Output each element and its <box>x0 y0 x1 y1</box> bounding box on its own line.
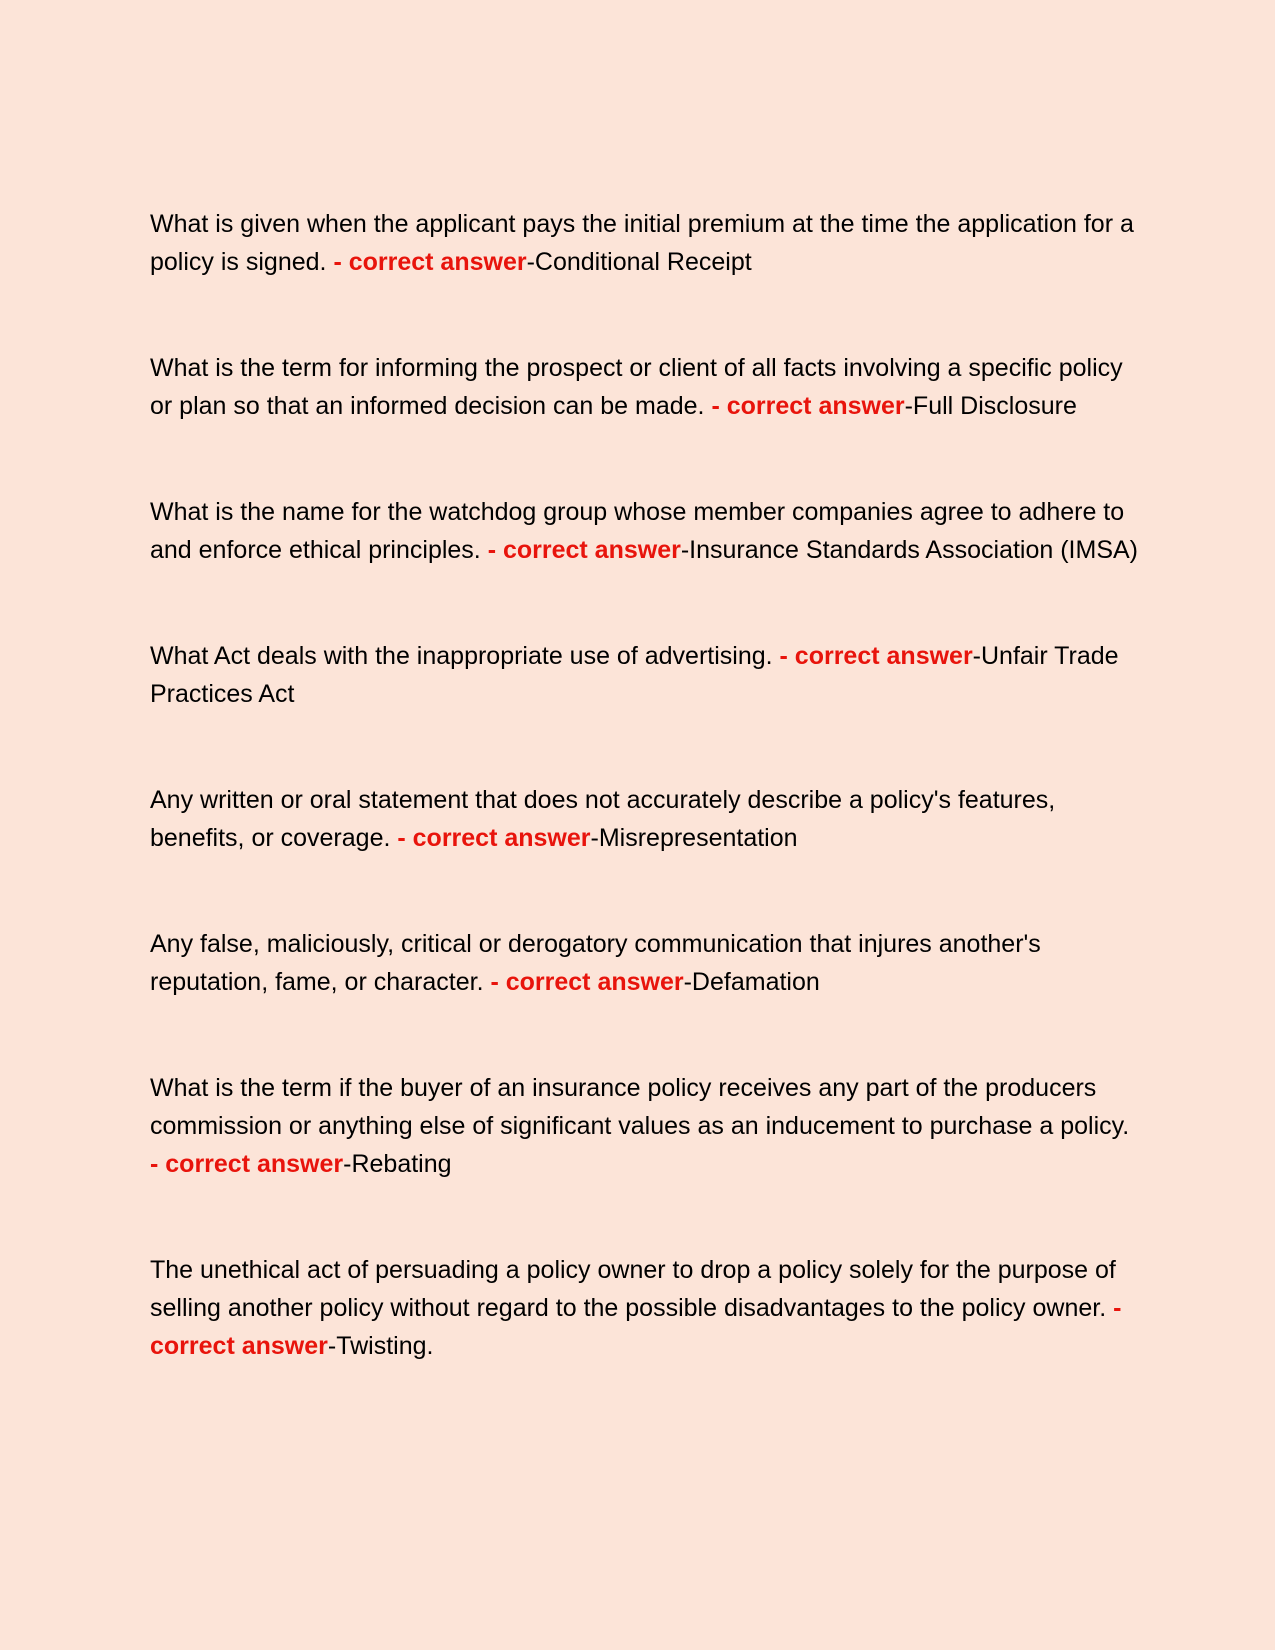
qa-item-5 <box>150 781 1140 857</box>
question-text: The unethical act of persuading a policy owner to drop a policy solely for the purpose of selling another policy without regard to the possible disadvantages to the policy owner. <box>150 1256 1116 1322</box>
document-page <box>150 205 1140 1433</box>
qa-item-8 <box>150 1251 1140 1365</box>
answer-text: -Full Disclosure <box>904 392 1077 420</box>
answer-text: -Twisting. <box>327 1332 434 1360</box>
qa-item-1 <box>150 205 1140 281</box>
answer-text: -Conditional Receipt <box>526 248 752 276</box>
qa-item-4 <box>150 637 1140 713</box>
question-text: Any false, maliciously, critical or derogatory communication that injures another's reputation, fame, or character. <box>150 930 1041 996</box>
answer-text: -Rebating <box>343 1150 452 1178</box>
correct-answer-marker: - correct answer <box>397 824 591 852</box>
answer-text: -Unfair Trade Practices Act <box>150 642 1119 708</box>
answer-text: -Misrepresentation <box>590 824 798 852</box>
correct-answer-marker: - correct answer <box>150 1150 344 1178</box>
qa-item-7 <box>150 1069 1140 1183</box>
qa-item-3 <box>150 493 1140 569</box>
question-text: What is given when the applicant pays the initial premium at the time the application for a policy is signed. <box>150 210 1134 276</box>
correct-answer-marker: - correct answer <box>779 642 973 670</box>
correct-answer-marker: - correct answer <box>711 392 905 420</box>
answer-text: -Insurance Standards Association (IMSA) <box>680 536 1138 564</box>
qa-item-2 <box>150 349 1140 425</box>
question-text: What is the term if the buyer of an insurance policy receives any part of the producers commission or anything else of significant values as an inducement to purchase a policy. <box>150 1074 1130 1140</box>
correct-answer-marker: - correct answer <box>487 536 681 564</box>
question-text: What Act deals with the inappropriate use of advertising. <box>150 642 773 670</box>
question-text: What is the name for the watchdog group whose member companies agree to adhere to and enforce ethical principles. <box>150 498 1125 564</box>
answer-text: -Defamation <box>683 968 820 996</box>
correct-answer-marker: - correct answer <box>333 248 527 276</box>
correct-answer-marker: - correct answer <box>150 1294 1122 1360</box>
question-text: What is the term for informing the prospect or client of all facts involving a specific policy or plan so that an informed decision can be made. <box>150 354 1123 420</box>
correct-answer-marker: - correct answer <box>490 968 684 996</box>
qa-item-6 <box>150 925 1140 1001</box>
question-text: Any written or oral statement that does not accurately describe a policy's features, benefits, or coverage. <box>150 786 1056 852</box>
